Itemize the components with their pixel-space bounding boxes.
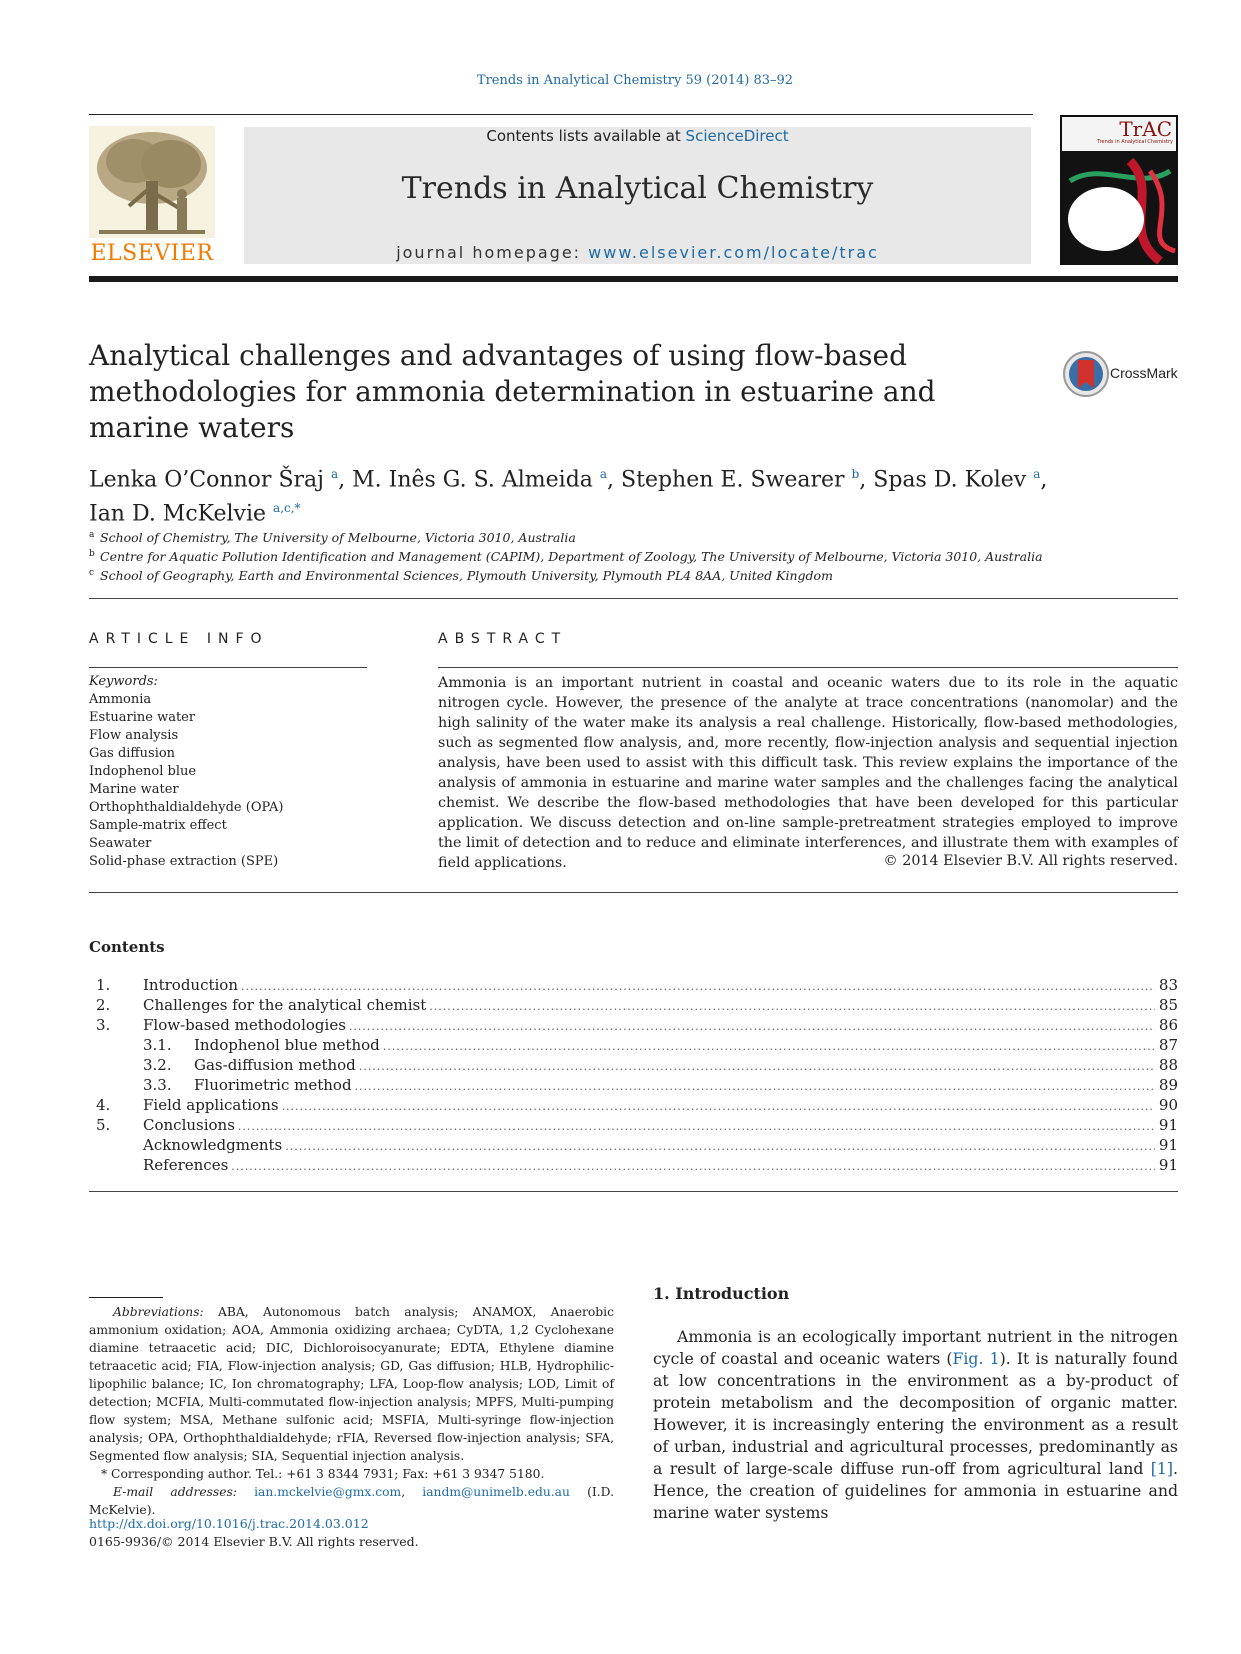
sciencedirect-link[interactable]: ScienceDirect [685,127,789,145]
author-name[interactable]: Spas D. Kolev [873,467,1027,493]
toc-leader [241,977,1155,997]
abbreviations-text: ABA, Autonomous batch analysis; ANAMOX, Anaerobic ammonium oxidation; AOA, Ammonia oxidizing archaea; CyDTA, 1,2 Cyclohexane diamine tetraacetic acid; DIC, Dichloroisocyanurate; EDTA, Ethylene diamine tetraacetic acid; FIA, Flow-injection analysis; GD, Gas diffusion; HLB, Hydrophilic-lipophilic balance; IC, Ion chromatography; LFA, Loop-flow analysis; LOD, Limit of detection; MCFIA, Multi-commutated flow-injection analysis; MPFS, Multi-pumping flow system; MSA, Methane sulfonic acid; MSFIA, Multi-syringe flow-injection analysis; OPA, Orthophthaldialdehyde; rFIA, Reversed flow-injection analysis; SFA, Segmented flow analysis; SIA, Sequential injection analysis. [89,1305,614,1463]
author-name[interactable]: Stephen E. Swearer [621,467,845,493]
toc-entry[interactable] [96,1135,1178,1155]
affiliations [89,527,1189,584]
keyword: Indophenol blue [89,764,197,779]
keyword: Flow analysis [89,728,179,743]
keyword: Marine water [89,782,179,797]
journal-title: Trends in Analytical Chemistry [401,171,874,206]
toc-page: 91 [1158,1156,1178,1174]
affiliation-text: School of Geography, Earth and Environmental Sciences, Plymouth University, Plymouth PL4 8AA, United Kingdom [100,568,833,584]
toc-entry[interactable] [96,1155,1178,1175]
author-separator: , [1040,467,1048,493]
keyword: Seawater [89,836,152,851]
article-title: Analytical challenges and advantages of using flow-based methodologies for ammonia determination in estuarine and marine waters [89,339,936,444]
toc-number: 2. [96,996,111,1014]
divider [89,892,1178,893]
cover-subtitle: Trends in Analytical Chemistry [1097,139,1173,145]
affiliation-mark: c [89,568,95,579]
toc-title[interactable]: Field applications [143,1096,279,1114]
toc-number: 3.2. [143,1056,172,1074]
affiliation-mark: b [89,549,95,560]
keyword: Orthophthaldialdehyde (OPA) [89,800,284,815]
toc-title[interactable]: Gas-diffusion method [194,1056,356,1074]
toc-subentry[interactable] [96,1055,1178,1075]
divider [89,1191,1178,1192]
keyword: Estuarine water [89,710,196,725]
toc-page: 89 [1158,1076,1178,1094]
header-bottom-rule [89,276,1178,282]
abbreviations-label: Abbreviations: [113,1305,204,1319]
author-affiliation-mark[interactable]: b [851,467,860,481]
introduction-paragraph [653,1326,1178,1524]
abstract-text: Ammonia is an important nutrient in coastal and oceanic waters due to its role in the aquatic nitrogen cycle. However, the presence of the analyte at trace concentrations (nanomolar) and the high salinity of the water make its analysis a real challenge. Historically, flow-based methodologies, such as segmented flow analysis, and, more recently, flow-injection analysis and sequential injection analysis, have been used to assist with this difficult task. This review explains the importance of the analysis of ammonia in estuarine and marine water samples and the challenges facing the analytical chemist. We describe the flow-based methodologies that have been developed for this particular application. We discuss detection and on-line sample-pretreatment strategies employed to improve the limit of detection and to reduce and eliminate interferences, and illustrate them with examples of field applications. [438,675,1178,871]
toc-page: 88 [1158,1056,1178,1074]
email-label: E-mail addresses: [113,1485,237,1499]
divider [89,598,1178,599]
crossmark-label[interactable]: CrossMark [1110,365,1178,381]
keywords-list [89,673,379,871]
article-info-label: ARTICLE INFO [89,631,269,647]
toc-leader [429,997,1155,1017]
contents-available-line [244,127,1031,145]
toc-entry[interactable] [96,1095,1178,1115]
keyword: Ammonia [89,692,152,707]
cover-trac-logo: TrAC [1119,117,1172,141]
toc-leader [231,1157,1155,1177]
email-suffix: (I.D. McKelvie). [89,1485,614,1517]
toc-entry[interactable] [96,975,1178,995]
toc-entry[interactable] [96,1015,1178,1035]
table-of-contents [96,975,1178,1175]
divider [438,667,1178,668]
intro-text: . Hence, the creation of guidelines for ammonia in estuarine and marine water systems [653,1459,1178,1522]
footnotes [89,1303,614,1519]
header-top-rule [89,114,1033,115]
toc-number: 3.3. [143,1076,172,1094]
toc-title[interactable]: Acknowledgments [143,1136,283,1154]
author-affiliation-mark[interactable]: a [330,467,339,481]
toc-title[interactable]: References [143,1156,229,1174]
author-affiliation-mark[interactable]: a [599,467,608,481]
toc-leader [238,1117,1155,1137]
toc-leader [282,1097,1155,1117]
contents-heading: Contents [89,938,165,956]
toc-number: 3. [96,1016,111,1034]
toc-title[interactable]: Conclusions [143,1116,235,1134]
figure-reference-link[interactable]: Fig. 1 [952,1349,1000,1368]
toc-entry[interactable] [96,1115,1178,1135]
doi-block [89,1515,419,1551]
citation-reference-link[interactable]: [1] [1150,1459,1173,1478]
elsevier-tree-icon [89,126,215,238]
toc-title[interactable]: Fluorimetric method [194,1076,352,1094]
toc-leader [285,1137,1155,1157]
toc-subentry[interactable] [96,1075,1178,1095]
author-separator: , [607,467,622,493]
toc-page: 86 [1158,1016,1178,1034]
toc-leader [355,1077,1155,1097]
divider [89,667,367,668]
homepage-label: journal homepage: [396,243,589,262]
toc-number: 1. [96,976,111,994]
elsevier-wordmark: ELSEVIER [90,241,214,266]
affiliation-mark: a [89,530,95,540]
toc-entry[interactable] [96,995,1178,1015]
journal-homepage-line [244,243,1031,262]
toc-title[interactable]: Introduction [143,976,238,994]
abstract-copyright: © 2014 Elsevier B.V. All rights reserved. [883,853,1178,869]
toc-title[interactable]: Indophenol blue method [194,1036,380,1054]
keyword: Solid-phase extraction (SPE) [89,854,279,869]
email-separator: , [401,1485,423,1499]
author-name[interactable]: Ian D. McKelvie [89,501,267,527]
affiliation [89,527,1189,546]
doi-link[interactable]: http://dx.doi.org/10.1016/j.trac.2014.03.012 [89,1516,369,1531]
toc-page: 90 [1158,1096,1178,1114]
toc-title[interactable]: Flow-based methodologies [143,1016,346,1034]
toc-number: 5. [96,1116,111,1134]
footnote-rule [89,1297,163,1298]
cover-artwork [1060,151,1178,265]
corresponding-author-note: * Corresponding author. Tel.: +61 3 8344 7931; Fax: +61 3 9347 5180. [101,1467,545,1481]
toc-page: 91 [1158,1136,1178,1154]
email-link[interactable]: ian.mckelvie@gmx.com [254,1485,402,1499]
toc-leader [383,1037,1155,1057]
toc-number: 3.1. [143,1036,172,1054]
author-name[interactable]: Lenka O’Connor Šraj [89,467,324,493]
elsevier-logo [89,126,215,266]
contents-available-text: Contents lists available at [486,127,686,145]
author-separator: , [338,467,353,493]
toc-subentry[interactable] [96,1035,1178,1055]
issn-line: 0165-9936/© 2014 Elsevier B.V. All rights reserved. [89,1534,419,1549]
homepage-link[interactable]: www.elsevier.com/locate/trac [588,243,879,262]
author-name[interactable]: M. Inês G. S. Almeida [352,467,593,493]
toc-page: 83 [1158,976,1178,994]
author-affiliation-mark[interactable]: a [1033,467,1041,481]
email-link[interactable]: iandm@unimelb.edu.au [422,1485,570,1499]
intro-text: Ammonia is an ecologically important nutrient in the nitrogen cycle of coastal and oceanic waters ( [653,1327,1178,1368]
email-footnote [89,1483,614,1519]
keyword: Sample-matrix effect [89,818,227,833]
author-separator: , [859,467,874,493]
affiliation [89,565,1189,584]
affiliation [89,546,1189,565]
journal-banner [244,127,1031,264]
abstract-label: ABSTRACT [438,631,568,647]
toc-leader [359,1057,1155,1077]
introduction-heading: 1. Introduction [653,1284,790,1303]
abbreviations-footnote [89,1303,614,1465]
crossmark-icon[interactable] [1062,350,1110,398]
toc-page: 87 [1158,1036,1178,1054]
toc-number: 4. [96,1096,111,1114]
toc-leader [349,1017,1155,1037]
toc-page: 85 [1158,996,1178,1014]
affiliation-text: School of Chemistry, The University of Melbourne, Victoria 3010, Australia [100,530,576,546]
toc-page: 91 [1158,1116,1178,1134]
intro-text: ). It is naturally found at low concentrations in the environment as a by-product of protein metabolism and the decomposition of organic matter. However, it is increasingly entering the environment as a result of urban, industrial and agricultural processes, predominantly as a result of large-scale diffuse run-off from agricultural land [653,1349,1178,1478]
affiliation-text: Centre for Aquatic Pollution Identification and Management (CAPIM), Department of Zoology, The University of Melbourne, Victoria 3010, Australia [100,549,1043,565]
keywords-heading: Keywords: [89,674,158,689]
author-list [89,460,1089,529]
author-affiliation-mark[interactable]: a,c,* [273,501,301,516]
journal-citation: Trends in Analytical Chemistry 59 (2014) 83–92 [476,73,794,88]
keyword: Gas diffusion [89,746,176,761]
toc-title[interactable]: Challenges for the analytical chemist [143,996,427,1014]
journal-cover-image [1060,115,1178,265]
